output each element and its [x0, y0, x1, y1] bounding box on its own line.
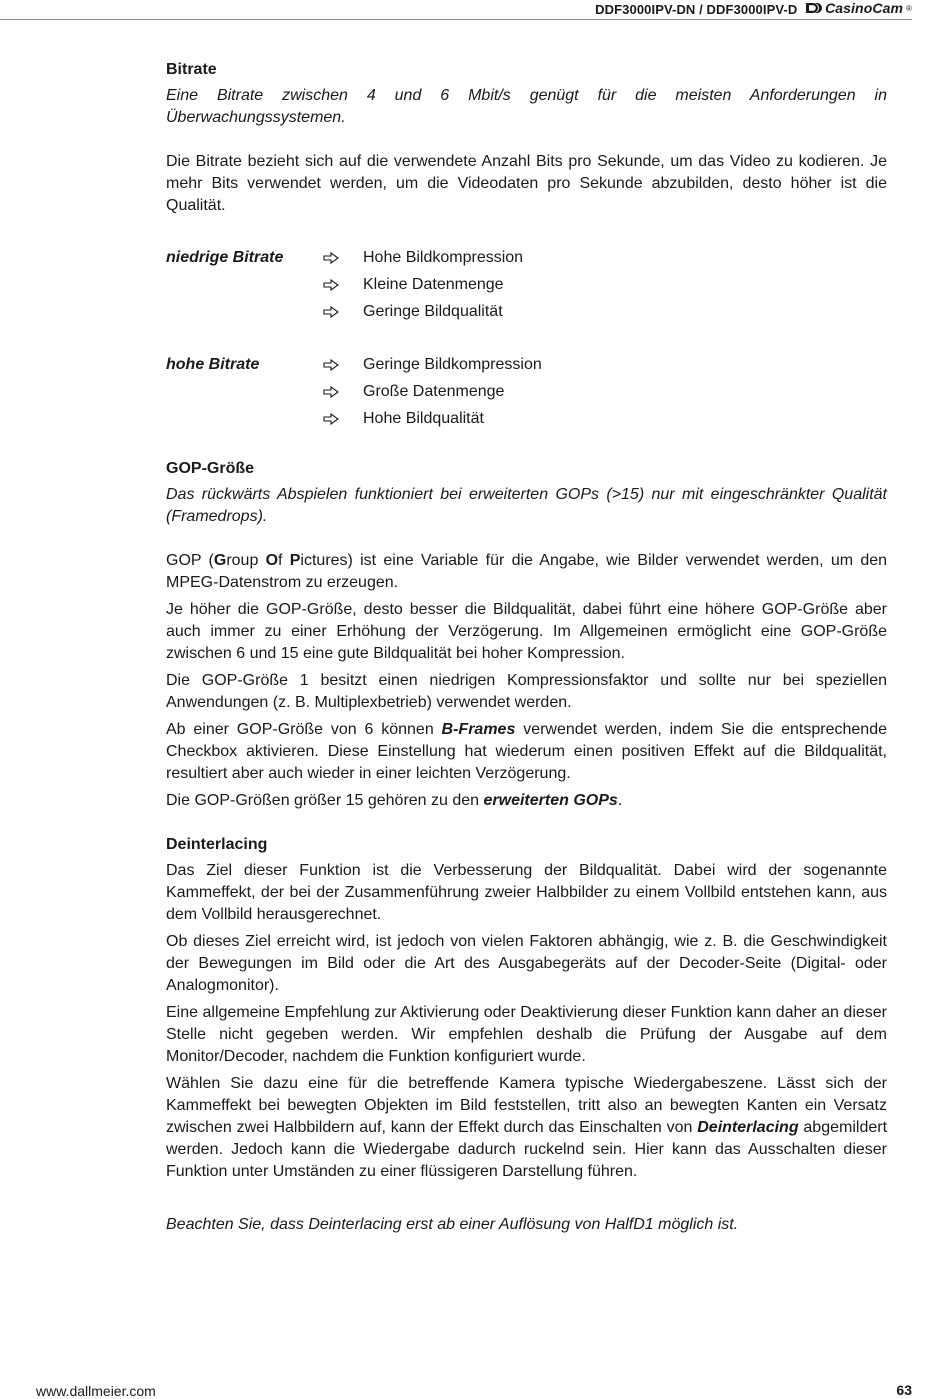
arrow-right-icon	[323, 386, 363, 398]
arrow-right-icon	[323, 252, 363, 264]
deinterlacing-term: Deinterlacing	[697, 1119, 799, 1136]
arrow-right-icon	[323, 413, 363, 425]
low-bitrate-item: Geringe Bildqualität	[363, 302, 503, 320]
arrow-right-icon	[323, 306, 363, 318]
list-item	[166, 351, 887, 378]
deinterlacing-note: Beachten Sie, dass Deinterlacing erst ab einer Auflösung von HalfD1 möglich ist.	[166, 1216, 739, 1233]
gop-paragraph-2: Je höher die GOP-Größe, desto besser die Bildqualität, dabei führt eine höhere GOP-Größe aber auch immer zu einer Erhöhung der Verzögerung. Im Allgemeinen ermöglicht eine GOP-Größe zwischen 6 und 15 eine gute Bildqualität bei hoher Kompression.	[166, 601, 887, 662]
list-item	[166, 298, 887, 325]
casinocam-logo-icon	[805, 2, 822, 14]
deinterlacing-heading: Deinterlacing	[166, 836, 268, 853]
gop-paragraph-4: Ab einer GOP-Größe von 6 können B-Frames verwendet werden, indem Sie die entsprechende Checkbox aktivieren. Diese Einstellung hat wiederum einen positiven Effekt auf die Bildqualität, resultiert aber auch wieder in einer leichten Verzögerung.	[166, 721, 887, 782]
deinterlacing-paragraph-1: Das Ziel dieser Funktion ist die Verbesserung der Bildqualität. Dabei wird der sogenannte Kammeffekt, der bei der Zusammenführung zweier Halbbilder zu einem Vollbild entstehen kann, aus dem Vollbild herausgerechnet.	[166, 862, 887, 923]
list-item	[166, 405, 887, 432]
page-header	[0, 0, 912, 20]
gop-paragraph-1: GOP (Group Of Pictures) ist eine Variable für die Angabe, wie Bilder verwendet werden, um den MPEG-Datenstrom zu erzeugen.	[166, 552, 888, 591]
deinterlacing-paragraph-4: Wählen Sie dazu eine für die betreffende Kamera typische Wiedergabeszene. Lässt sich der Kammeffekt bei bewegten Objekten im Bild feststellen, tritt also an bewegten Kanten ein Versatz zwischen zwei Halbbildern auf, kann der Effekt durch das Einschalten von Deinterlacing abgemildert werden. Jedoch kann die Wiedergabe dadurch ruckelnd sein. Hier kann das Ausschalten dieser Funktion unter Umständen zu einer flüssigeren Darstellung führen.	[166, 1075, 888, 1180]
bitrate-heading: Bitrate	[166, 61, 217, 78]
gop-heading: GOP-Größe	[166, 460, 255, 477]
high-bitrate-item: Große Datenmenge	[363, 382, 505, 400]
deinterlacing-paragraph-2: Ob dieses Ziel erreicht wird, ist jedoch von vielen Faktoren abhängig, wie z. B. die Geschwindigkeit der Bewegungen im Bild oder die Art des Ausgabegeräts auf der Decoder-Seite (Digital- oder Analogmonitor).	[166, 933, 887, 994]
low-bitrate-item: Hohe Bildkompression	[363, 248, 524, 266]
gop-paragraph-5: Die GOP-Größen größer 15 gehören zu den erweiterten GOPs.	[166, 792, 623, 809]
high-bitrate-item: Geringe Bildkompression	[363, 355, 542, 373]
list-item	[166, 244, 887, 271]
b-frames-term: B-Frames	[441, 721, 516, 738]
brand	[805, 0, 912, 16]
gop-note: Das rückwärts Abspielen funktioniert bei erweiterten GOPs (>15) nur mit eingeschränkter Qualität (Framedrops).	[166, 486, 887, 525]
high-bitrate-label: hohe Bitrate	[166, 355, 260, 373]
low-bitrate-label: niedrige Bitrate	[166, 248, 284, 266]
brand-name: CasinoCam	[825, 0, 903, 16]
high-bitrate-group	[166, 351, 887, 432]
arrow-right-icon	[323, 359, 363, 371]
footer-url: www.dallmeier.com	[36, 1383, 156, 1399]
list-item	[166, 271, 887, 298]
low-bitrate-group	[166, 244, 887, 325]
bitrate-comparison	[166, 244, 887, 432]
page-content	[166, 59, 887, 1236]
extended-gops-term: erweiterten GOPs	[483, 792, 618, 809]
list-item	[166, 378, 887, 405]
arrow-right-icon	[323, 279, 363, 291]
page-number: 63	[896, 1382, 912, 1398]
header-model: DDF3000IPV-DN / DDF3000IPV-D	[595, 2, 798, 17]
registered-mark: ®	[906, 3, 912, 13]
bitrate-text: Die Bitrate bezieht sich auf die verwendete Anzahl Bits pro Sekunde, um das Video zu kodieren. Je mehr Bits verwendet werden, um die Videodaten pro Sekunde abzubilden, desto höher ist die Qualität.	[166, 153, 887, 214]
high-bitrate-item: Hohe Bildqualität	[363, 409, 484, 427]
bitrate-note: Eine Bitrate zwischen 4 und 6 Mbit/s genügt für die meisten Anforderungen in Überwachungssystemen.	[166, 87, 887, 126]
gop-paragraph-3: Die GOP-Größe 1 besitzt einen niedrigen Kompressionsfaktor und sollte nur bei speziellen Anwendungen (z. B. Multiplexbetrieb) verwendet werden.	[166, 672, 887, 711]
deinterlacing-paragraph-3: Eine allgemeine Empfehlung zur Aktivierung oder Deaktivierung dieser Funktion kann daher an dieser Stelle nicht gegeben werden. Wir empfehlen deshalb die Prüfung der Ausgabe auf dem Monitor/Decoder, nachdem die Funktion konfiguriert wurde.	[166, 1004, 887, 1065]
low-bitrate-item: Kleine Datenmenge	[363, 275, 504, 293]
